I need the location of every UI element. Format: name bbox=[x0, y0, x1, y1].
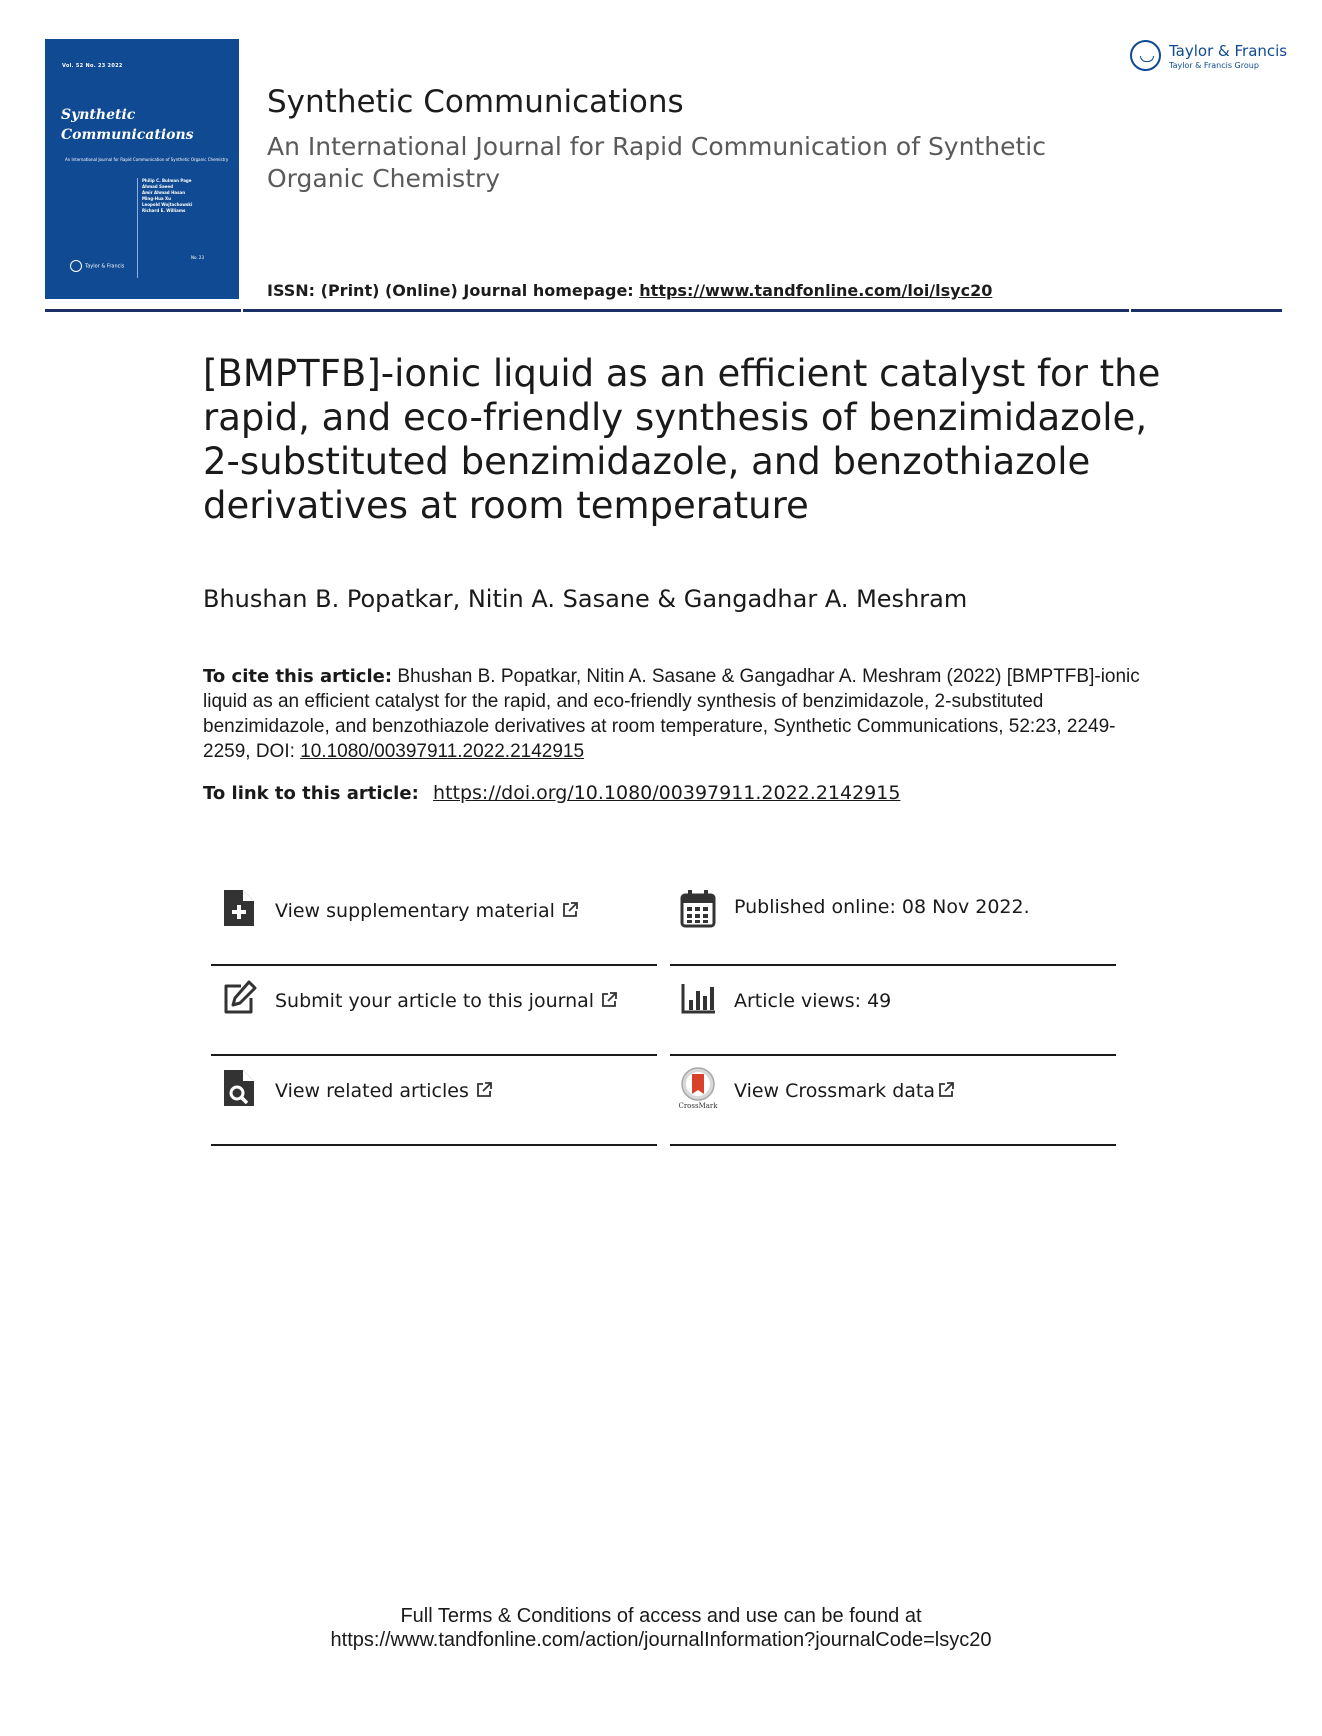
cover-title-line2: Communications bbox=[61, 127, 194, 143]
submit-label: Submit your article to this journal bbox=[275, 990, 595, 1012]
cover-editors bbox=[137, 178, 192, 278]
publisher-mini-logo-icon bbox=[70, 260, 82, 272]
cover-note: No. 23 bbox=[191, 255, 205, 260]
article-title: [BMPTFB]-ionic liquid as an efficient catalyst for the rapid, and eco-friendly synthesis of benzimidazole, 2-substituted benzimidazole, and benzothiazole derivatives at room temperature bbox=[203, 352, 1161, 527]
taylor-francis-logo-icon bbox=[1130, 40, 1161, 71]
publisher-group: Taylor & Francis Group bbox=[1169, 61, 1259, 70]
cover-editor: Leopold Wojtachowski bbox=[142, 202, 193, 207]
related-label: View related articles bbox=[275, 1080, 469, 1102]
submit-article-link[interactable] bbox=[211, 964, 657, 1056]
external-link-icon bbox=[937, 1081, 955, 1099]
views-label: Article views: 49 bbox=[734, 990, 892, 1012]
external-link-icon bbox=[600, 991, 618, 1009]
publisher-name: Taylor & Francis bbox=[1169, 42, 1288, 60]
issn-prefix: ISSN: (Print) (Online) Journal homepage: bbox=[267, 281, 640, 300]
journal-title: Synthetic Communications bbox=[267, 84, 684, 120]
link-label: To link to this article: bbox=[203, 783, 426, 804]
supplementary-material-link[interactable] bbox=[211, 874, 657, 966]
supplementary-label: View supplementary material bbox=[275, 900, 555, 922]
external-link-icon bbox=[561, 901, 579, 919]
edit-icon bbox=[221, 978, 257, 1018]
cover-publisher bbox=[70, 260, 124, 272]
crossmark-icon bbox=[678, 1066, 718, 1110]
document-search-icon bbox=[221, 1068, 257, 1108]
crossmark-label: View Crossmark data bbox=[734, 1080, 936, 1102]
cover-editor: Philip C. Bulman Page bbox=[142, 178, 192, 183]
file-plus-icon bbox=[221, 888, 257, 928]
header-divider bbox=[45, 309, 1282, 312]
article-info-grid bbox=[211, 874, 1116, 1146]
article-authors: Bhushan B. Popatkar, Nitin A. Sasane & Gangadhar A. Meshram bbox=[203, 585, 968, 613]
cite-text: Bhushan B. Popatkar, Nitin A. Sasane & Gangadhar A. Meshram (2022) [BMPTFB]-ionic liquid as an efficient catalyst for the rapid, and eco-friendly synthesis of benzimidazole, 2-substituted benzimidazole, and benzothiazole derivatives at room temperature, Synthetic Communications, 52:23, 2249-2259, DOI: bbox=[203, 666, 1140, 762]
crossmark-logo-text: CrossMark bbox=[678, 1102, 718, 1110]
published-online bbox=[670, 874, 1116, 966]
cover-subtitle: An International Journal for Rapid Communication of Synthetic Organic Chemistry bbox=[65, 157, 229, 162]
cover-editor: Ming-Hua Xu bbox=[142, 196, 171, 201]
related-articles-link[interactable] bbox=[211, 1054, 657, 1146]
published-label: Published online: 08 Nov 2022. bbox=[734, 896, 1030, 918]
cover-editor: Richard E. Williams bbox=[142, 208, 186, 213]
citation-block bbox=[203, 664, 1143, 764]
article-link-line bbox=[203, 782, 900, 804]
cite-label: To cite this article: bbox=[203, 666, 393, 687]
journal-subtitle: An International Journal for Rapid Communication of Synthetic Organic Chemistry bbox=[267, 132, 1046, 193]
cover-meta: Vol. 52 No. 23 2022 bbox=[62, 63, 123, 69]
external-link-icon bbox=[475, 1081, 493, 1099]
cover-editor: Amir Ahmad Hasan bbox=[142, 190, 186, 195]
cover-publisher-name: Taylor & Francis bbox=[85, 263, 125, 270]
cover-title bbox=[61, 105, 194, 145]
issn-line bbox=[267, 281, 992, 300]
article-views bbox=[670, 964, 1116, 1056]
calendar-icon bbox=[680, 888, 716, 928]
journal-cover bbox=[45, 39, 239, 299]
article-doi-link[interactable]: https://doi.org/10.1080/00397911.2022.2142915 bbox=[433, 782, 901, 804]
footer-terms-link[interactable]: https://www.tandfonline.com/action/journalInformation?journalCode=lsyc20 bbox=[330, 1629, 992, 1651]
cover-title-line1: Synthetic bbox=[61, 107, 136, 123]
cite-doi-link[interactable]: 10.1080/00397911.2022.2142915 bbox=[300, 741, 585, 762]
bar-chart-icon bbox=[680, 978, 716, 1018]
footer-terms bbox=[0, 1604, 1322, 1652]
crossmark-link[interactable] bbox=[670, 1054, 1116, 1146]
cover-editor: Ahmad Saeed bbox=[142, 184, 173, 189]
journal-homepage-link[interactable]: https://www.tandfonline.com/loi/lsyc20 bbox=[639, 281, 993, 300]
publisher-logo bbox=[1130, 40, 1290, 76]
footer-line1: Full Terms & Conditions of access and use can be found at bbox=[400, 1605, 922, 1627]
